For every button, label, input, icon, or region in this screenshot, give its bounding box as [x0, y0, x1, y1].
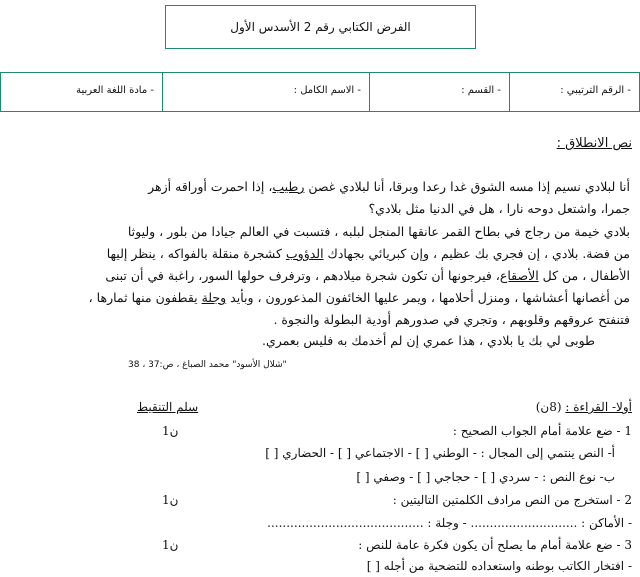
field-rank-number-label: - الرقم الترتيبي :	[560, 85, 631, 96]
exam-title-box	[165, 5, 476, 49]
text-source: "شلال الأسود" محمد الصباغ ، ص:37 ، 38	[128, 360, 287, 370]
student-info-table	[0, 72, 640, 112]
question-3: 3 - ضع علامة أمام ما يصلح أن يكون فكرة عامة للنص :	[358, 538, 632, 552]
text-line-8: طوبى لي بك يا بلادي ، هذا عمري إن لم أخدمك به فليس بعمري.	[262, 333, 595, 348]
text-section-title: نص الانطلاق :	[556, 136, 632, 151]
text-line-5: الأطفال ، من كل الأصقاع، فيرجونها أن تكون شجرة ميلادهم ، وترفرف حولها السور، راغبة في أن تبنى	[105, 268, 630, 283]
question-1: 1 - ضع علامة أمام الجواب الصحيح :	[452, 424, 632, 438]
reading-title: أولا- القراءة :	[565, 400, 632, 414]
question-1b: ب- نوع النص : - سردي [ ] - حجاجي [ ] - وصفي [ ]	[356, 470, 615, 484]
field-full-name[interactable]	[162, 73, 369, 111]
reading-section-title	[536, 400, 632, 414]
text-line-6: من أغصانها أعشاشها ، ومنزل أحلامها ، ويمر عليها الخائفون المذعورون ، وبأيد وجلة يقطفون منها ثمارها ،	[88, 290, 630, 305]
field-class-label: - القسم :	[461, 85, 501, 96]
field-subject-label: - مادة اللغة العربية	[76, 85, 154, 96]
question-2: 2 - استخرج من النص مرادف الكلمتين التاليتين :	[392, 493, 632, 507]
text-line-3: بلادي خيمة من رجاج في بطاح القمر عانقها المنجل لبلبه ، فتسبت في العالم جيادا من بلور ، وليوثا	[127, 224, 630, 239]
field-subject	[2, 73, 162, 111]
text-line-2: جمرا، واشتعل دوحه نارا ، هل في الدنيا مثل بلادي؟	[368, 201, 630, 216]
text-line-4: من فضة. بلادي ، إن فجري بك عظيم ، وإن كبريائي بجهادك الدؤوب كشجرة منقلة بالفواكه ، ينظر إليها	[106, 246, 630, 261]
field-full-name-label: - الاسم الكامل :	[293, 85, 361, 96]
field-rank-number[interactable]	[509, 73, 639, 111]
reading-points: (8ن)	[535, 400, 562, 414]
score-question-2: 1ن	[162, 493, 179, 507]
field-class[interactable]	[369, 73, 509, 111]
text-line-1: أنا لبلادي نسيم إذا مسه الشوق غدا رعدا وبرقا، أنا لبلادي غصن رطيب، إذا احمرت أوراقه أزهر	[148, 179, 630, 194]
score-question-1: 1ن	[162, 424, 179, 438]
question-1a: أ- النص ينتمي إلى المجال : - الوطني [ ] - الاجتماعي [ ] - الحضاري [ ]	[265, 446, 615, 460]
score-question-3: 1ن	[162, 538, 179, 552]
scoring-scale-title: سلم التنقيط	[137, 400, 199, 414]
exam-title: الفرض الكتابي رقم 2 الأسدس الأول	[230, 20, 411, 34]
question-3-option: - افتخار الكاتب بوطنه واستعداده للتضحية من أجله [ ]	[366, 559, 632, 573]
text-line-7: فتنفتح عروقهم وقلوبهم ، وتجري في صدورهم أودية البطولة والنجوة .	[273, 312, 630, 327]
question-2-answer: - الأماكن : ............................ - وجلة : .........................................	[267, 516, 632, 530]
